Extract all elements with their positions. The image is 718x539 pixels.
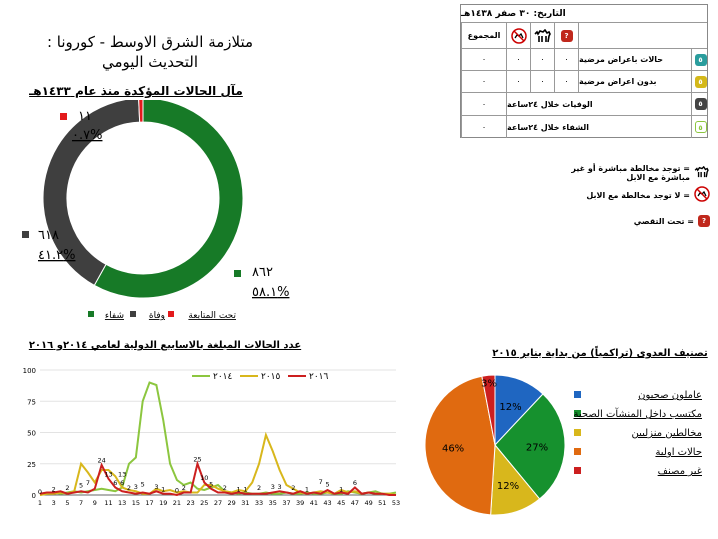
legend-label: تحت المتابعة (188, 311, 236, 321)
data-label: 6 (120, 479, 125, 487)
deaths-tag-icon: ٥ (691, 93, 709, 115)
outcomes-chart-title: مآل الحالات المؤكدة منذ عام ١٤٣٣هـ (29, 84, 243, 98)
y-tick-label: 50 (27, 429, 36, 438)
x-tick-label: 41 (309, 499, 318, 507)
data-label: 0 (37, 487, 43, 496)
y-tick-label: 100 (22, 367, 36, 375)
data-label: 5 (140, 480, 145, 489)
x-tick-label: 1 (37, 499, 43, 507)
row-label: بدون اعراض مرضية (578, 71, 691, 92)
x-tick-label: 31 (241, 499, 250, 507)
weekly-cases-chart-title: عدد الحالات المبلغة بالاسابيع الدولية لعامي ٢٠١٤و ٢٠١٦ (28, 340, 302, 351)
table-header-row (461, 5, 707, 23)
legend-label: حالات اولية (655, 447, 702, 458)
data-label: 1 (339, 485, 344, 494)
data-label: 2 (126, 484, 132, 492)
legend-swatch-followup (60, 113, 67, 120)
x-tick-label: 49 (364, 499, 373, 507)
legend-label-2015: ٢٠١٥ (261, 372, 281, 382)
table-row (461, 116, 707, 138)
data-label: 24 (97, 456, 106, 465)
key-item (540, 182, 710, 208)
question-icon: ? (698, 215, 710, 227)
data-label: 3 (154, 482, 159, 491)
recovered-tag-icon: ٥ (691, 116, 709, 138)
row-value: ٠ (506, 71, 530, 92)
data-label: 2 (291, 484, 296, 492)
x-tick-label: 51 (378, 499, 387, 507)
question-icon: ? (554, 23, 578, 48)
pie-percent-label: 46% (441, 443, 465, 455)
symptomatic-tag-icon: ٥ (691, 49, 709, 70)
pie-percent-label: 3% (481, 378, 498, 390)
daily-update-table (460, 4, 708, 138)
legend-marker (88, 311, 94, 317)
x-tick-label: 29 (227, 499, 236, 507)
headline (40, 32, 260, 72)
data-label: 3 (277, 482, 282, 491)
legend-swatch (574, 467, 581, 474)
donut-slice-recovered (94, 100, 243, 298)
row-value: ٠ (530, 71, 554, 92)
data-label: 1 (243, 485, 248, 494)
camel-icon (530, 23, 554, 48)
legend-label: مخالطين منزليين (631, 428, 702, 439)
no-camel-icon (694, 186, 710, 204)
table-icons-row (461, 23, 707, 49)
x-tick-label: 53 (391, 499, 401, 507)
row-value: ٠ (554, 49, 578, 70)
x-tick-label: 21 (172, 499, 182, 507)
data-label: 5 (325, 480, 330, 489)
row-total: ٠ (461, 116, 506, 138)
data-label: 3 (133, 482, 138, 491)
infection-chart-title: تصنيف العدوى (تراكمياً) من بداية يناير ٢٠١٥ (492, 348, 708, 359)
camel-icon (694, 166, 710, 180)
recovered-count: ٨٦٢ (252, 265, 273, 280)
deaths-percent: ٤١.٢% (38, 248, 76, 263)
row-label: حالات باعراض مرضية (578, 49, 691, 70)
key-item (540, 164, 710, 182)
x-tick-label: 47 (350, 499, 360, 507)
y-tick-label: 25 (27, 460, 36, 469)
row-label: الشفاء خلال ٢٤ساعة (506, 116, 691, 138)
infection-pie-chart (410, 360, 718, 530)
key-text: = توجد مخالطة مباشرة أو غير مباشرة مع الابل (571, 164, 690, 182)
icon-key (540, 164, 710, 234)
weekly-cases-line-chart (10, 355, 405, 515)
data-label: 7 (318, 477, 323, 486)
legend-swatch (574, 429, 581, 436)
row-value: ٠ (554, 71, 578, 92)
data-label: 1 (161, 485, 166, 494)
asymptomatic-tag-icon: ٥ (691, 71, 709, 92)
headline-line1: متلازمة الشرق الاوسط - كورونا : (46, 33, 254, 51)
x-tick-label: 7 (79, 499, 84, 507)
y-tick-label: 75 (27, 398, 36, 407)
x-tick-label: 11 (104, 499, 113, 507)
x-tick-label: 23 (186, 499, 195, 507)
data-label: 2 (181, 484, 186, 492)
data-label: 7 (85, 479, 90, 487)
x-tick-label: 27 (213, 499, 223, 507)
x-tick-label: 33 (254, 499, 264, 507)
data-label: 6 (352, 479, 357, 487)
data-label: 2 (222, 484, 227, 492)
key-item (540, 208, 710, 234)
data-label: 13 (118, 470, 127, 479)
x-tick-label: 45 (337, 499, 346, 507)
x-tick-label: 3 (51, 499, 56, 507)
data-label: 6 (113, 479, 118, 487)
x-tick-label: 5 (65, 499, 70, 507)
row-value: ٠ (506, 49, 530, 70)
followup-percent: ٠.٧% (72, 128, 103, 143)
data-label: 5 (209, 480, 214, 489)
data-label: 3 (270, 482, 275, 491)
x-tick-label: 39 (296, 499, 305, 507)
data-label: 1 (236, 485, 241, 494)
legend-label: شفاء (104, 311, 124, 321)
data-label: 0 (174, 486, 179, 495)
x-tick-label: 17 (145, 499, 154, 507)
y-tick-label: 0 (31, 492, 36, 500)
data-label: 2 (65, 484, 70, 492)
pie-percent-label: 12% (499, 401, 522, 413)
data-label: 13 (104, 470, 113, 479)
x-tick-label: 13 (118, 499, 127, 507)
x-tick-label: 15 (131, 499, 140, 507)
legend-label: وفاة (148, 311, 165, 321)
headline-line2: التحديث اليومي (101, 53, 199, 71)
deaths-count: ٦١٨ (38, 228, 59, 243)
pie-percent-label: 12% (496, 480, 520, 492)
data-label: 1 (304, 485, 310, 494)
legend-label-2016: ٢٠١٦ (309, 372, 329, 382)
date-label: التاريخ: ٣٠ صفر ١٤٣٨هـ (461, 8, 566, 19)
row-total: ٠ (461, 93, 506, 115)
row-label: الوفيات خلال ٢٤ساعة (506, 93, 691, 115)
x-tick-label: 9 (92, 499, 97, 507)
legend-swatch-recovered (234, 270, 241, 277)
no-camel-icon (506, 23, 530, 48)
outcomes-legend (88, 311, 236, 321)
x-tick-label: 25 (200, 499, 209, 507)
legend-swatch (574, 391, 581, 398)
data-label: 25 (193, 455, 202, 464)
row-total: ٠ (461, 49, 506, 70)
data-label: 2 (51, 485, 56, 494)
x-tick-label: 43 (323, 499, 332, 507)
donut-slice-followup (139, 100, 143, 122)
legend-swatch (574, 448, 581, 455)
table-row (461, 49, 707, 71)
blank-header-cell (578, 23, 709, 48)
row-value: ٠ (530, 49, 554, 70)
legend-marker (168, 311, 174, 317)
key-text: = تحت التقصي (633, 216, 694, 226)
followup-count: ١١ (78, 109, 92, 124)
pie-percent-label: 27% (525, 442, 549, 454)
data-label: 2 (257, 484, 262, 492)
legend-label-2014: ٢٠١٤ (213, 372, 233, 382)
table-row (461, 93, 707, 116)
series-line-٢٠١٤ (37, 383, 396, 496)
x-tick-label: 37 (282, 499, 291, 507)
data-label: 10 (200, 474, 209, 482)
legend-label: مكتسب داخل المنشآت الصحية (573, 409, 702, 420)
legend-marker (130, 311, 136, 317)
x-tick-label: 19 (159, 499, 168, 507)
legend-swatch-deaths (22, 231, 29, 238)
row-total: ٠ (461, 71, 506, 92)
recovered-percent: ٥٨.١% (252, 285, 290, 300)
legend-label: غير مصنف (657, 466, 702, 477)
total-header: المجموع (461, 23, 506, 48)
outcomes-donut-chart (0, 100, 300, 330)
legend-label: عاملون صحيون (638, 390, 702, 401)
data-label: 5 (79, 481, 84, 490)
key-text: = لا توجد مخالطة مع الابل (586, 190, 690, 200)
table-row (461, 71, 707, 93)
x-tick-label: 35 (268, 499, 277, 507)
